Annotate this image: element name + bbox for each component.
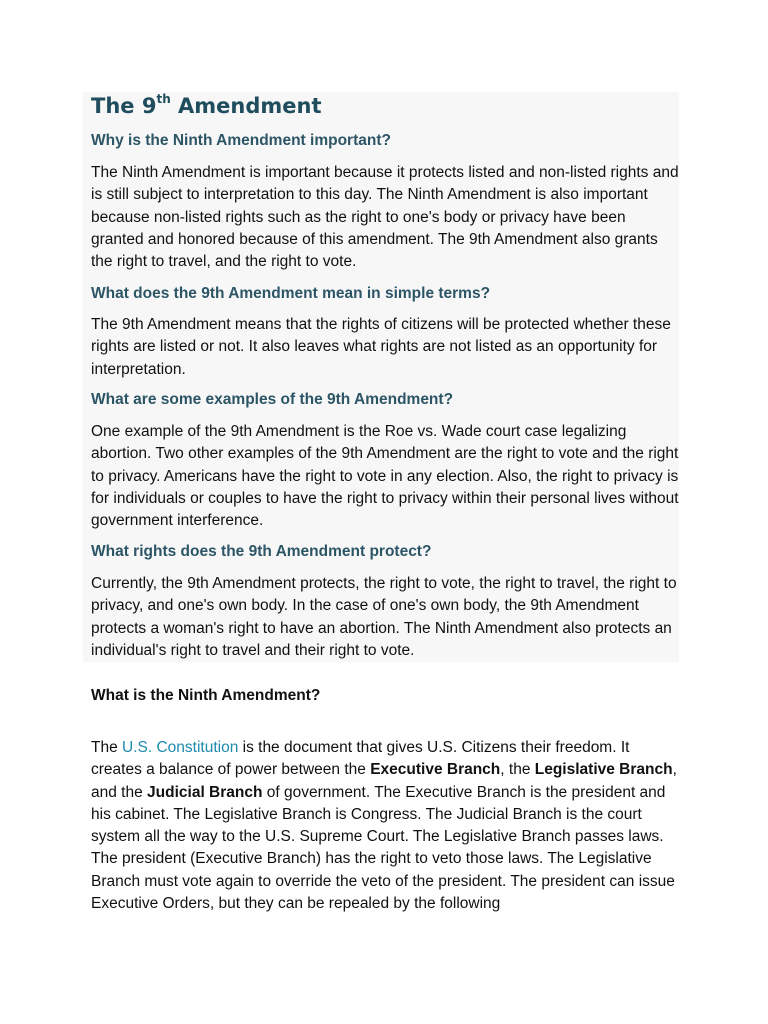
legislative-branch-term: Legislative Branch — [534, 761, 673, 779]
faq-answer-2: The 9th Amendment means that the rights of citizens will be protected whether these rights are listed or not. It also leaves what rights are not listed as an opportunity for interpretation. — [91, 316, 671, 378]
body-paragraph: The U.S. Constitution is the document that gives U.S. Citizens their freedom. It creates a balance of power between the Executive Branch, the Legislative Branch, and the Judicial Branch of government. The Executive Branch is the president and his cabinet. The Legislative Branch is Congress. The Judicial Branch is the court system all the way to the U.S. Supreme Court. The Legislative Branch passes laws. The president (Executive Branch) has the right to veto those laws. The Legislative Branch must vote again to override the veto of the president. The president can issue Executive Orders, but they can be repealed by the following — [91, 739, 677, 913]
executive-branch-term: Executive Branch — [370, 761, 501, 779]
title-superscript: th — [156, 92, 171, 106]
faq-answer-4: Currently, the 9th Amendment protects, the right to vote, the right to travel, the right to privacy, and one's own body. In the case of one's own body, the 9th Amendment protects a woman's right to have an abortion. The Ninth Amendment also protects an individual's right to travel and their right to vote. — [91, 575, 677, 659]
us-constitution-link[interactable]: U.S. Constitution — [122, 739, 239, 756]
faq-question-3: What are some examples of the 9th Amendment? — [91, 391, 454, 408]
judicial-branch-term: Judicial Branch — [147, 783, 263, 801]
page-title: The 9th Amendment — [91, 92, 322, 118]
section-heading: What is the Ninth Amendment? — [91, 687, 321, 704]
faq-question-4: What rights does the 9th Amendment protect? — [91, 543, 432, 560]
faq-answer-1: The Ninth Amendment is important because it protects listed and non-listed rights and is still subject to interpretation to this day. The Ninth Amendment is also important because non-listed rights such as the right to one's body or privacy have been granted and honored because of this amendment. The 9th Amendment also grants the right to travel, and the right to vote. — [91, 164, 679, 271]
faq-answer-3: One example of the 9th Amendment is the Roe vs. Wade court case legalizing abortion. Two other examples of the 9th Amendment are the right to vote and the right to privacy. Americans have the right to vote in any election. Also, the right to privacy is for individuals or couples to have the right to privacy within their personal lives without government interference. — [91, 423, 679, 530]
faq-question-2: What does the 9th Amendment mean in simple terms? — [91, 285, 491, 302]
faq-question-1: Why is the Ninth Amendment important? — [91, 132, 391, 149]
